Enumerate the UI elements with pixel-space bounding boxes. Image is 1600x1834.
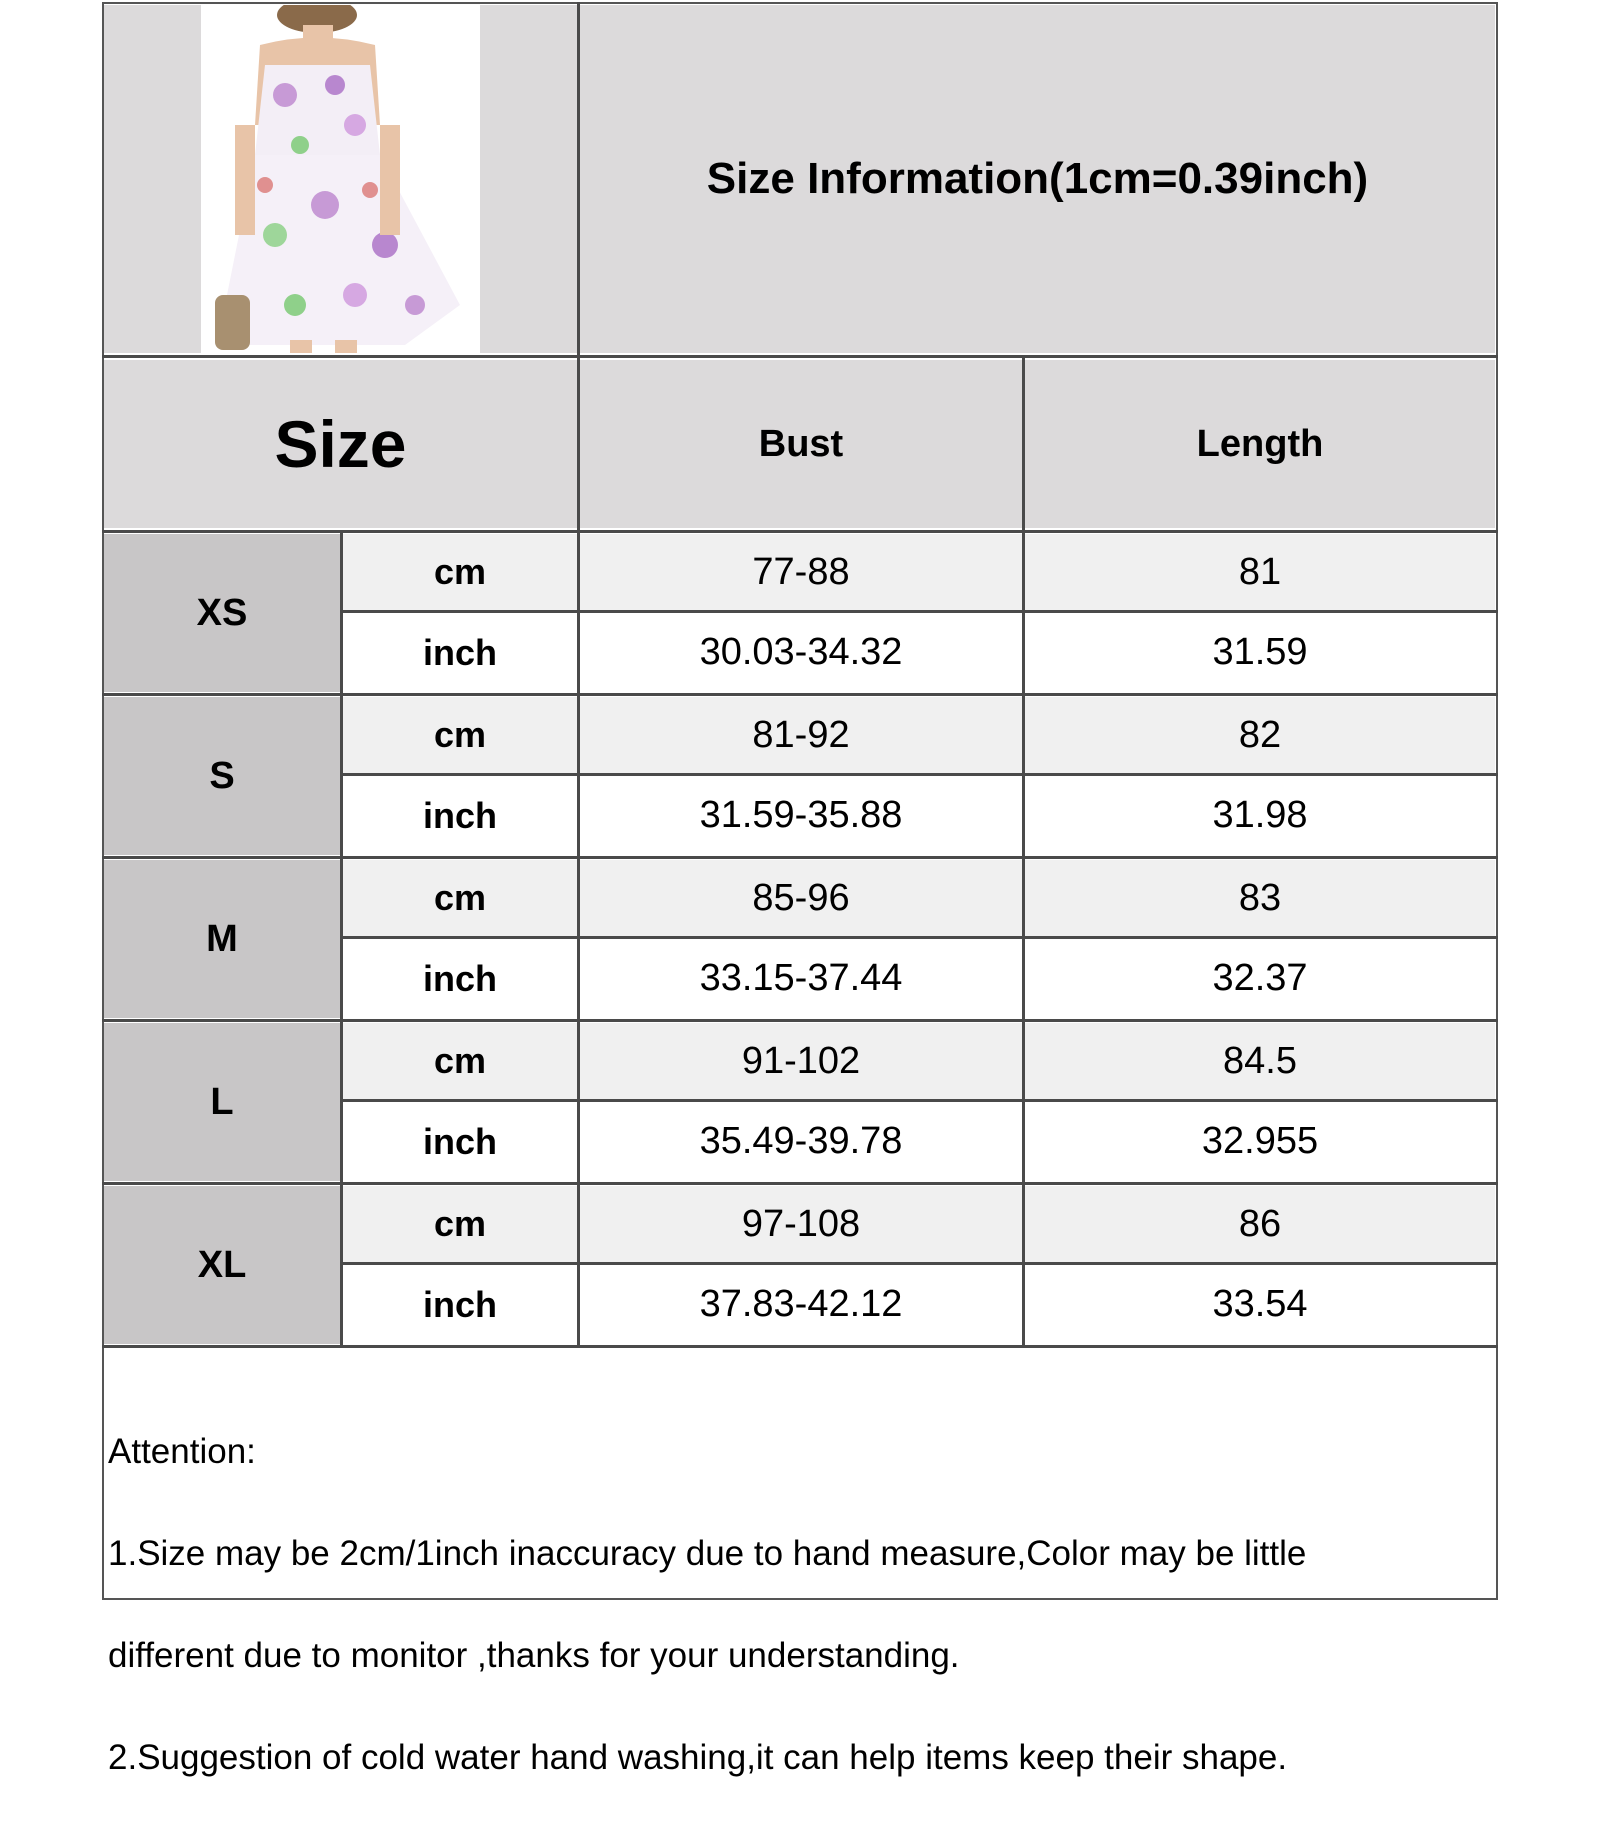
length-inch-m: 32.37 bbox=[1212, 957, 1308, 999]
bust-inch-m: 33.15-37.44 bbox=[699, 957, 903, 999]
length-cm-m: 83 bbox=[1025, 860, 1495, 936]
size-info-title: Size Information(1cm=0.39inch) bbox=[580, 5, 1495, 353]
product-photo bbox=[205, 5, 480, 353]
grid-line bbox=[577, 2, 580, 1347]
length-cm-xs: 81 bbox=[1025, 534, 1495, 610]
unit-inch: inch bbox=[422, 794, 497, 836]
size-label-s: S bbox=[104, 697, 340, 855]
grid-line bbox=[340, 936, 1498, 939]
bust-inch-xs: 30.03-34.32 bbox=[699, 631, 903, 673]
grid-line bbox=[340, 532, 343, 1347]
length-inch-s: 31.98 bbox=[1212, 794, 1308, 836]
length-cm-xl: 86 bbox=[1025, 1186, 1495, 1262]
unit-cm: cm bbox=[343, 697, 577, 773]
size-label-xl: XL bbox=[104, 1186, 340, 1344]
unit-cm: cm bbox=[343, 1023, 577, 1099]
grid-line bbox=[340, 1262, 1498, 1265]
unit-cm: cm bbox=[343, 860, 577, 936]
unit-cm: cm bbox=[343, 534, 577, 610]
attention-line-1: 1.Size may be 2cm/1inch inaccuracy due to hand measure,Color may be little bbox=[108, 1534, 1307, 1573]
length-cm-l: 84.5 bbox=[1025, 1023, 1495, 1099]
unit-inch: inch bbox=[422, 1120, 497, 1162]
length-column-header: Length bbox=[1025, 360, 1495, 528]
bust-cm-m: 85-96 bbox=[580, 860, 1022, 936]
attention-notes bbox=[108, 1375, 1488, 1834]
bust-cm-s: 81-92 bbox=[580, 697, 1022, 773]
unit-inch: inch bbox=[422, 1283, 497, 1325]
bust-inch-s: 31.59-35.88 bbox=[699, 794, 903, 836]
size-label-m: M bbox=[104, 860, 340, 1018]
size-label-xs: XS bbox=[104, 534, 340, 692]
unit-inch: inch bbox=[422, 631, 497, 673]
grid-line bbox=[340, 1099, 1498, 1102]
size-column-header: Size bbox=[104, 360, 577, 528]
grid-line bbox=[102, 355, 1498, 358]
attention-line-2: different due to monitor ,thanks for your understanding. bbox=[108, 1636, 960, 1675]
grid-line bbox=[102, 1345, 1498, 1348]
length-inch-xl: 33.54 bbox=[1212, 1283, 1308, 1325]
bust-cm-l: 91-102 bbox=[580, 1023, 1022, 1099]
length-inch-l: 32.955 bbox=[1201, 1120, 1319, 1162]
bust-column-header: Bust bbox=[580, 360, 1022, 528]
unit-inch: inch bbox=[422, 957, 497, 999]
attention-line-3: 2.Suggestion of cold water hand washing,it can help items keep their shape. bbox=[108, 1738, 1288, 1777]
bust-cm-xl: 97-108 bbox=[580, 1186, 1022, 1262]
grid-line bbox=[340, 610, 1498, 613]
grid-line bbox=[102, 530, 1498, 533]
grid-line bbox=[102, 856, 1498, 859]
attention-heading: Attention: bbox=[108, 1432, 256, 1471]
grid-line bbox=[102, 1019, 1498, 1022]
grid-line bbox=[1022, 357, 1025, 1347]
bust-inch-xl: 37.83-42.12 bbox=[699, 1283, 903, 1325]
unit-cm: cm bbox=[343, 1186, 577, 1262]
dress-illustration bbox=[205, 5, 480, 353]
photo-background-left bbox=[104, 5, 201, 353]
grid-line bbox=[340, 773, 1498, 776]
bust-inch-l: 35.49-39.78 bbox=[699, 1120, 903, 1162]
photo-background-right bbox=[480, 5, 577, 353]
grid-line bbox=[102, 1182, 1498, 1185]
length-cm-s: 82 bbox=[1025, 697, 1495, 773]
length-inch-xs: 31.59 bbox=[1212, 631, 1308, 673]
size-label-l: L bbox=[104, 1023, 340, 1181]
grid-line bbox=[102, 693, 1498, 696]
bust-cm-xs: 77-88 bbox=[580, 534, 1022, 610]
